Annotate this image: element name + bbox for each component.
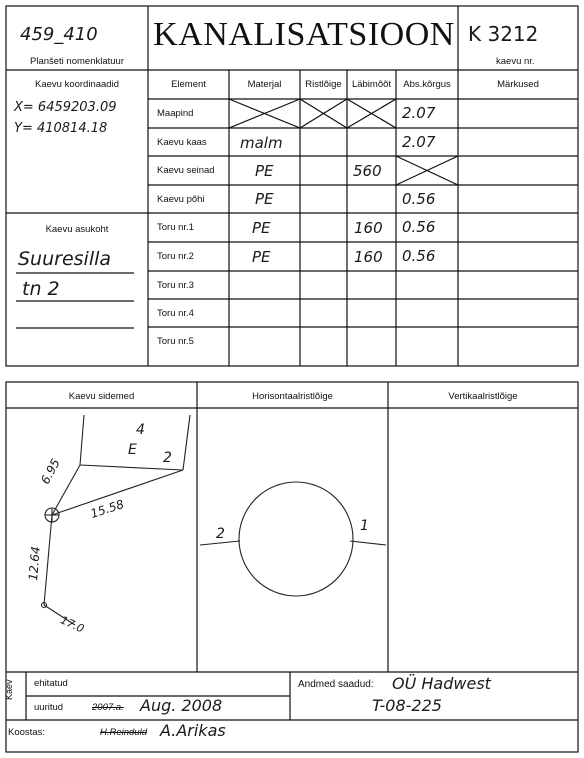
section-sidemed: Kaevu sidemed	[68, 391, 135, 402]
tie-distance-1: 6.95	[38, 456, 63, 487]
section-horisontaal: Horisontaalristlõige	[252, 391, 333, 402]
coord-y: Y= 410814.18	[14, 121, 108, 136]
uuritud-label: uuritud	[34, 702, 64, 713]
cell-labimoot: 160	[354, 248, 383, 266]
pipe-label-1: 1	[360, 518, 369, 534]
location-line2: tn 2	[22, 278, 60, 300]
koostas-label: Koostas:	[8, 727, 45, 738]
col-header-element: Element	[171, 79, 206, 90]
coord-x: X= 6459203.09	[14, 100, 117, 115]
row-label: Maapind	[157, 108, 194, 119]
location-label: Kaevu asukoht	[45, 224, 109, 235]
cell-abs: 0.56	[402, 218, 436, 236]
row-label: Toru nr.2	[157, 251, 194, 262]
row-label: Toru nr.5	[157, 336, 194, 347]
row-label: Toru nr.3	[157, 280, 194, 291]
andmed-value-2: T-08-225	[372, 696, 442, 715]
uuritud-struck: 2007.a.	[92, 702, 124, 713]
cell-labimoot: 160	[354, 219, 383, 237]
cell-abs: 2.07	[402, 133, 436, 151]
pipe-label-2: 2	[216, 526, 225, 542]
footer-side-label: Kaev	[4, 679, 14, 700]
col-header-labimoot: Läbimõõt	[351, 79, 392, 90]
row-label: Toru nr.1	[157, 222, 194, 233]
well-number-label: kaevu nr.	[496, 56, 535, 67]
cell-labimoot: 560	[353, 162, 382, 180]
tie-distance-2: 15.58	[88, 497, 126, 521]
planset-label: Planšeti nomenklatuur	[30, 56, 124, 67]
col-header-abs: Abs.kõrgus	[403, 79, 451, 90]
tie-distance-4: 17.0	[58, 613, 87, 636]
cell-abs: 0.56	[402, 190, 436, 208]
row-label: Kaevu põhi	[157, 194, 205, 205]
cell-materjal: PE	[252, 219, 271, 237]
coords-label: Kaevu koordinaadid	[35, 79, 119, 90]
location-line1: Suuresilla	[18, 248, 112, 270]
cell-materjal: PE	[252, 248, 271, 266]
cell-abs: 2.07	[402, 104, 436, 122]
koostas-struck: H.Reinduld	[100, 727, 147, 738]
col-header-markused: Märkused	[497, 79, 539, 90]
col-header-materjal: Materjal	[247, 79, 282, 90]
cell-materjal: PE	[255, 190, 274, 208]
tie-distance-3: 12.64	[26, 545, 43, 582]
section-vertikaal: Vertikaalristlõige	[448, 391, 518, 402]
house-letter: E	[128, 442, 137, 458]
andmed-label: Andmed saadud:	[298, 679, 374, 690]
house-suffix: 2	[163, 450, 172, 466]
row-label: Toru nr.4	[157, 308, 194, 319]
andmed-value-1: OÜ Hadwest	[392, 674, 491, 693]
cell-abs: 0.56	[402, 247, 436, 265]
col-header-ristloige: Ristlõige	[305, 79, 342, 90]
well-number: K 3212	[468, 22, 539, 46]
page-title: KANALISATSIOON	[153, 16, 455, 53]
house-number: 4	[136, 422, 145, 438]
koostas-value: A.Arikas	[160, 721, 226, 740]
ehitatud-label: ehitatud	[34, 678, 68, 689]
row-label: Kaevu kaas	[157, 137, 207, 148]
planset-number: 459_410	[20, 24, 98, 45]
uuritud-value: Aug. 2008	[140, 696, 223, 715]
cell-materjal: PE	[255, 162, 274, 180]
row-label: Kaevu seinad	[157, 165, 215, 176]
cell-materjal: malm	[240, 134, 283, 152]
